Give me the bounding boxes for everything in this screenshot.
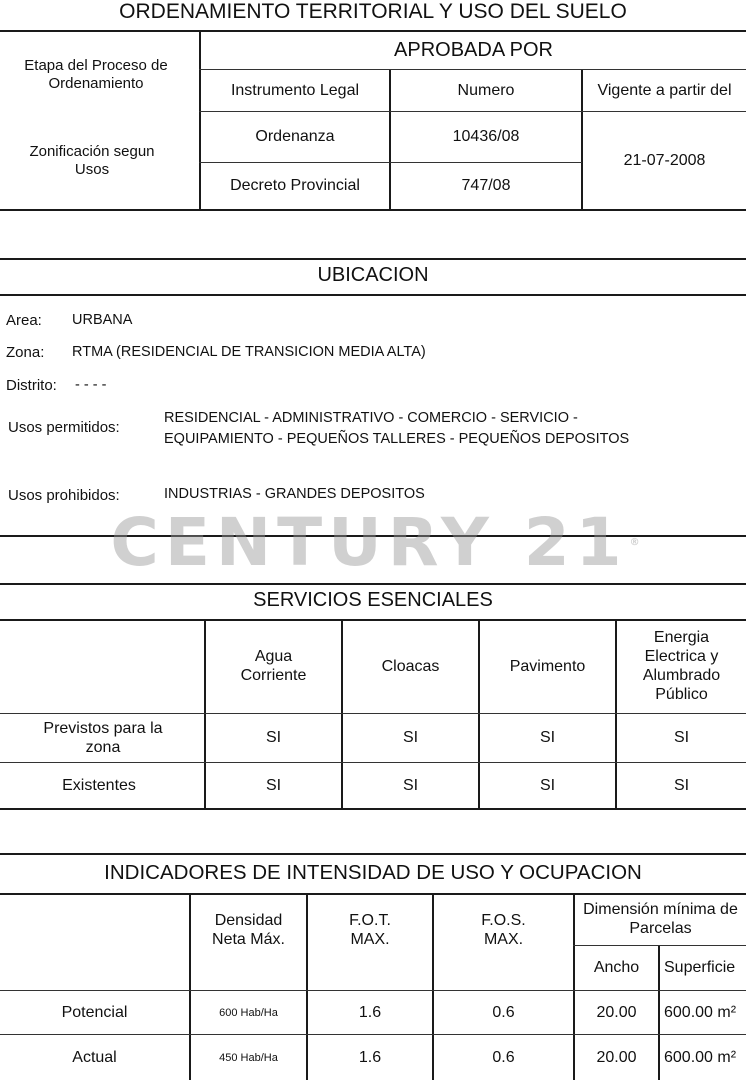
etapa-label: Etapa del Proceso de Ordenamiento xyxy=(24,57,168,92)
header-agua: Agua Corriente xyxy=(240,648,307,684)
header-dimension: Dimensión mínima de Parcelas xyxy=(583,901,738,937)
table-border xyxy=(0,30,746,32)
section-border xyxy=(0,258,746,260)
aprobada-label: APROBADA POR xyxy=(394,39,553,62)
section-border xyxy=(0,853,746,855)
table-border xyxy=(0,209,746,211)
permitidos-line2: EQUIPAMIENTO - PEQUEÑOS TALLERES - PEQUEÑOS DEPOSITOS xyxy=(164,431,630,447)
vigente-fecha: 21-07-2008 xyxy=(623,151,706,169)
table-border xyxy=(0,808,746,810)
section-border xyxy=(0,583,746,585)
table-border xyxy=(0,1034,746,1035)
header-densidad: Densidad Neta Máx. xyxy=(212,912,285,948)
table-border xyxy=(658,945,660,1080)
previstos-energia: SI xyxy=(673,729,690,747)
table-border xyxy=(573,945,746,946)
header-fos: F.O.S. MAX. xyxy=(481,912,526,948)
previstos-pavimento: SI xyxy=(539,729,556,747)
header-cloacas: Cloacas xyxy=(381,657,440,675)
zona-value: RTMA (RESIDENCIAL DE TRANSICION MEDIA ALTA) xyxy=(72,344,426,360)
row-previstos-label: Previstos para la zona xyxy=(43,719,163,756)
header-vigente: Vigente a partir del xyxy=(597,81,732,99)
table-border xyxy=(0,762,746,763)
instrumento-decreto: Decreto Provincial xyxy=(230,177,360,195)
actual-fot: 1.6 xyxy=(358,1048,382,1066)
header-superficie: Superficie xyxy=(664,959,736,977)
existentes-energia: SI xyxy=(673,776,690,794)
table-border xyxy=(0,713,746,714)
previstos-agua: SI xyxy=(265,729,282,747)
section-border xyxy=(0,294,746,296)
row-potencial-label: Potencial xyxy=(61,1003,128,1021)
existentes-cloacas: SI xyxy=(402,776,419,794)
header-pavimento: Pavimento xyxy=(509,657,586,675)
row-actual-label: Actual xyxy=(72,1048,117,1066)
header-energia: Energia Electrica y Alumbrado Público xyxy=(642,629,721,703)
table-border xyxy=(199,162,582,163)
zonificacion-label: Zonificación segun Usos xyxy=(29,143,155,178)
actual-fos: 0.6 xyxy=(492,1048,515,1066)
row-existentes-label: Existentes xyxy=(62,776,136,794)
potencial-fot: 1.6 xyxy=(358,1003,382,1021)
permitidos-line1: RESIDENCIAL - ADMINISTRATIVO - COMERCIO - SERVICIO - xyxy=(164,410,578,426)
numero-ordenanza: 10436/08 xyxy=(452,128,520,146)
potencial-fos: 0.6 xyxy=(492,1003,515,1021)
distrito-label: Distrito: xyxy=(6,377,57,394)
actual-densidad: 450 Hab/Ha xyxy=(219,1051,278,1064)
ordenamiento-title: ORDENAMIENTO TERRITORIAL Y USO DEL SUELO xyxy=(119,0,627,23)
potencial-superficie: 600.00 m² xyxy=(664,1003,737,1021)
numero-decreto: 747/08 xyxy=(461,177,511,195)
servicios-title: SERVICIOS ESENCIALES xyxy=(253,589,493,612)
header-instrumento: Instrumento Legal xyxy=(230,81,360,99)
header-fot: F.O.T. MAX. xyxy=(349,912,391,948)
potencial-densidad: 600 Hab/Ha xyxy=(219,1006,278,1019)
instrumento-ordenanza: Ordenanza xyxy=(255,128,335,146)
prohibidos-value: INDUSTRIAS - GRANDES DEPOSITOS xyxy=(164,486,425,502)
prohibidos-label: Usos prohibidos: xyxy=(8,487,120,504)
ubicacion-title: UBICACION xyxy=(317,264,429,287)
table-border xyxy=(199,111,746,112)
existentes-agua: SI xyxy=(265,776,282,794)
previstos-cloacas: SI xyxy=(402,729,419,747)
indicadores-title: INDICADORES DE INTENSIDAD DE USO Y OCUPACION xyxy=(104,860,642,884)
zona-label: Zona: xyxy=(6,344,45,361)
header-numero: Numero xyxy=(457,81,515,99)
century21-watermark: CENTURY 21 ® xyxy=(110,503,646,581)
table-border xyxy=(199,69,746,70)
area-value: URBANA xyxy=(72,312,133,328)
table-border xyxy=(0,990,746,991)
existentes-pavimento: SI xyxy=(539,776,556,794)
actual-superficie: 600.00 m² xyxy=(664,1048,737,1066)
distrito-value: - - - - xyxy=(75,377,107,393)
permitidos-label: Usos permitidos: xyxy=(8,419,120,436)
header-ancho: Ancho xyxy=(593,959,640,977)
area-label: Area: xyxy=(6,312,42,329)
potencial-ancho: 20.00 xyxy=(596,1003,637,1021)
actual-ancho: 20.00 xyxy=(596,1048,637,1066)
